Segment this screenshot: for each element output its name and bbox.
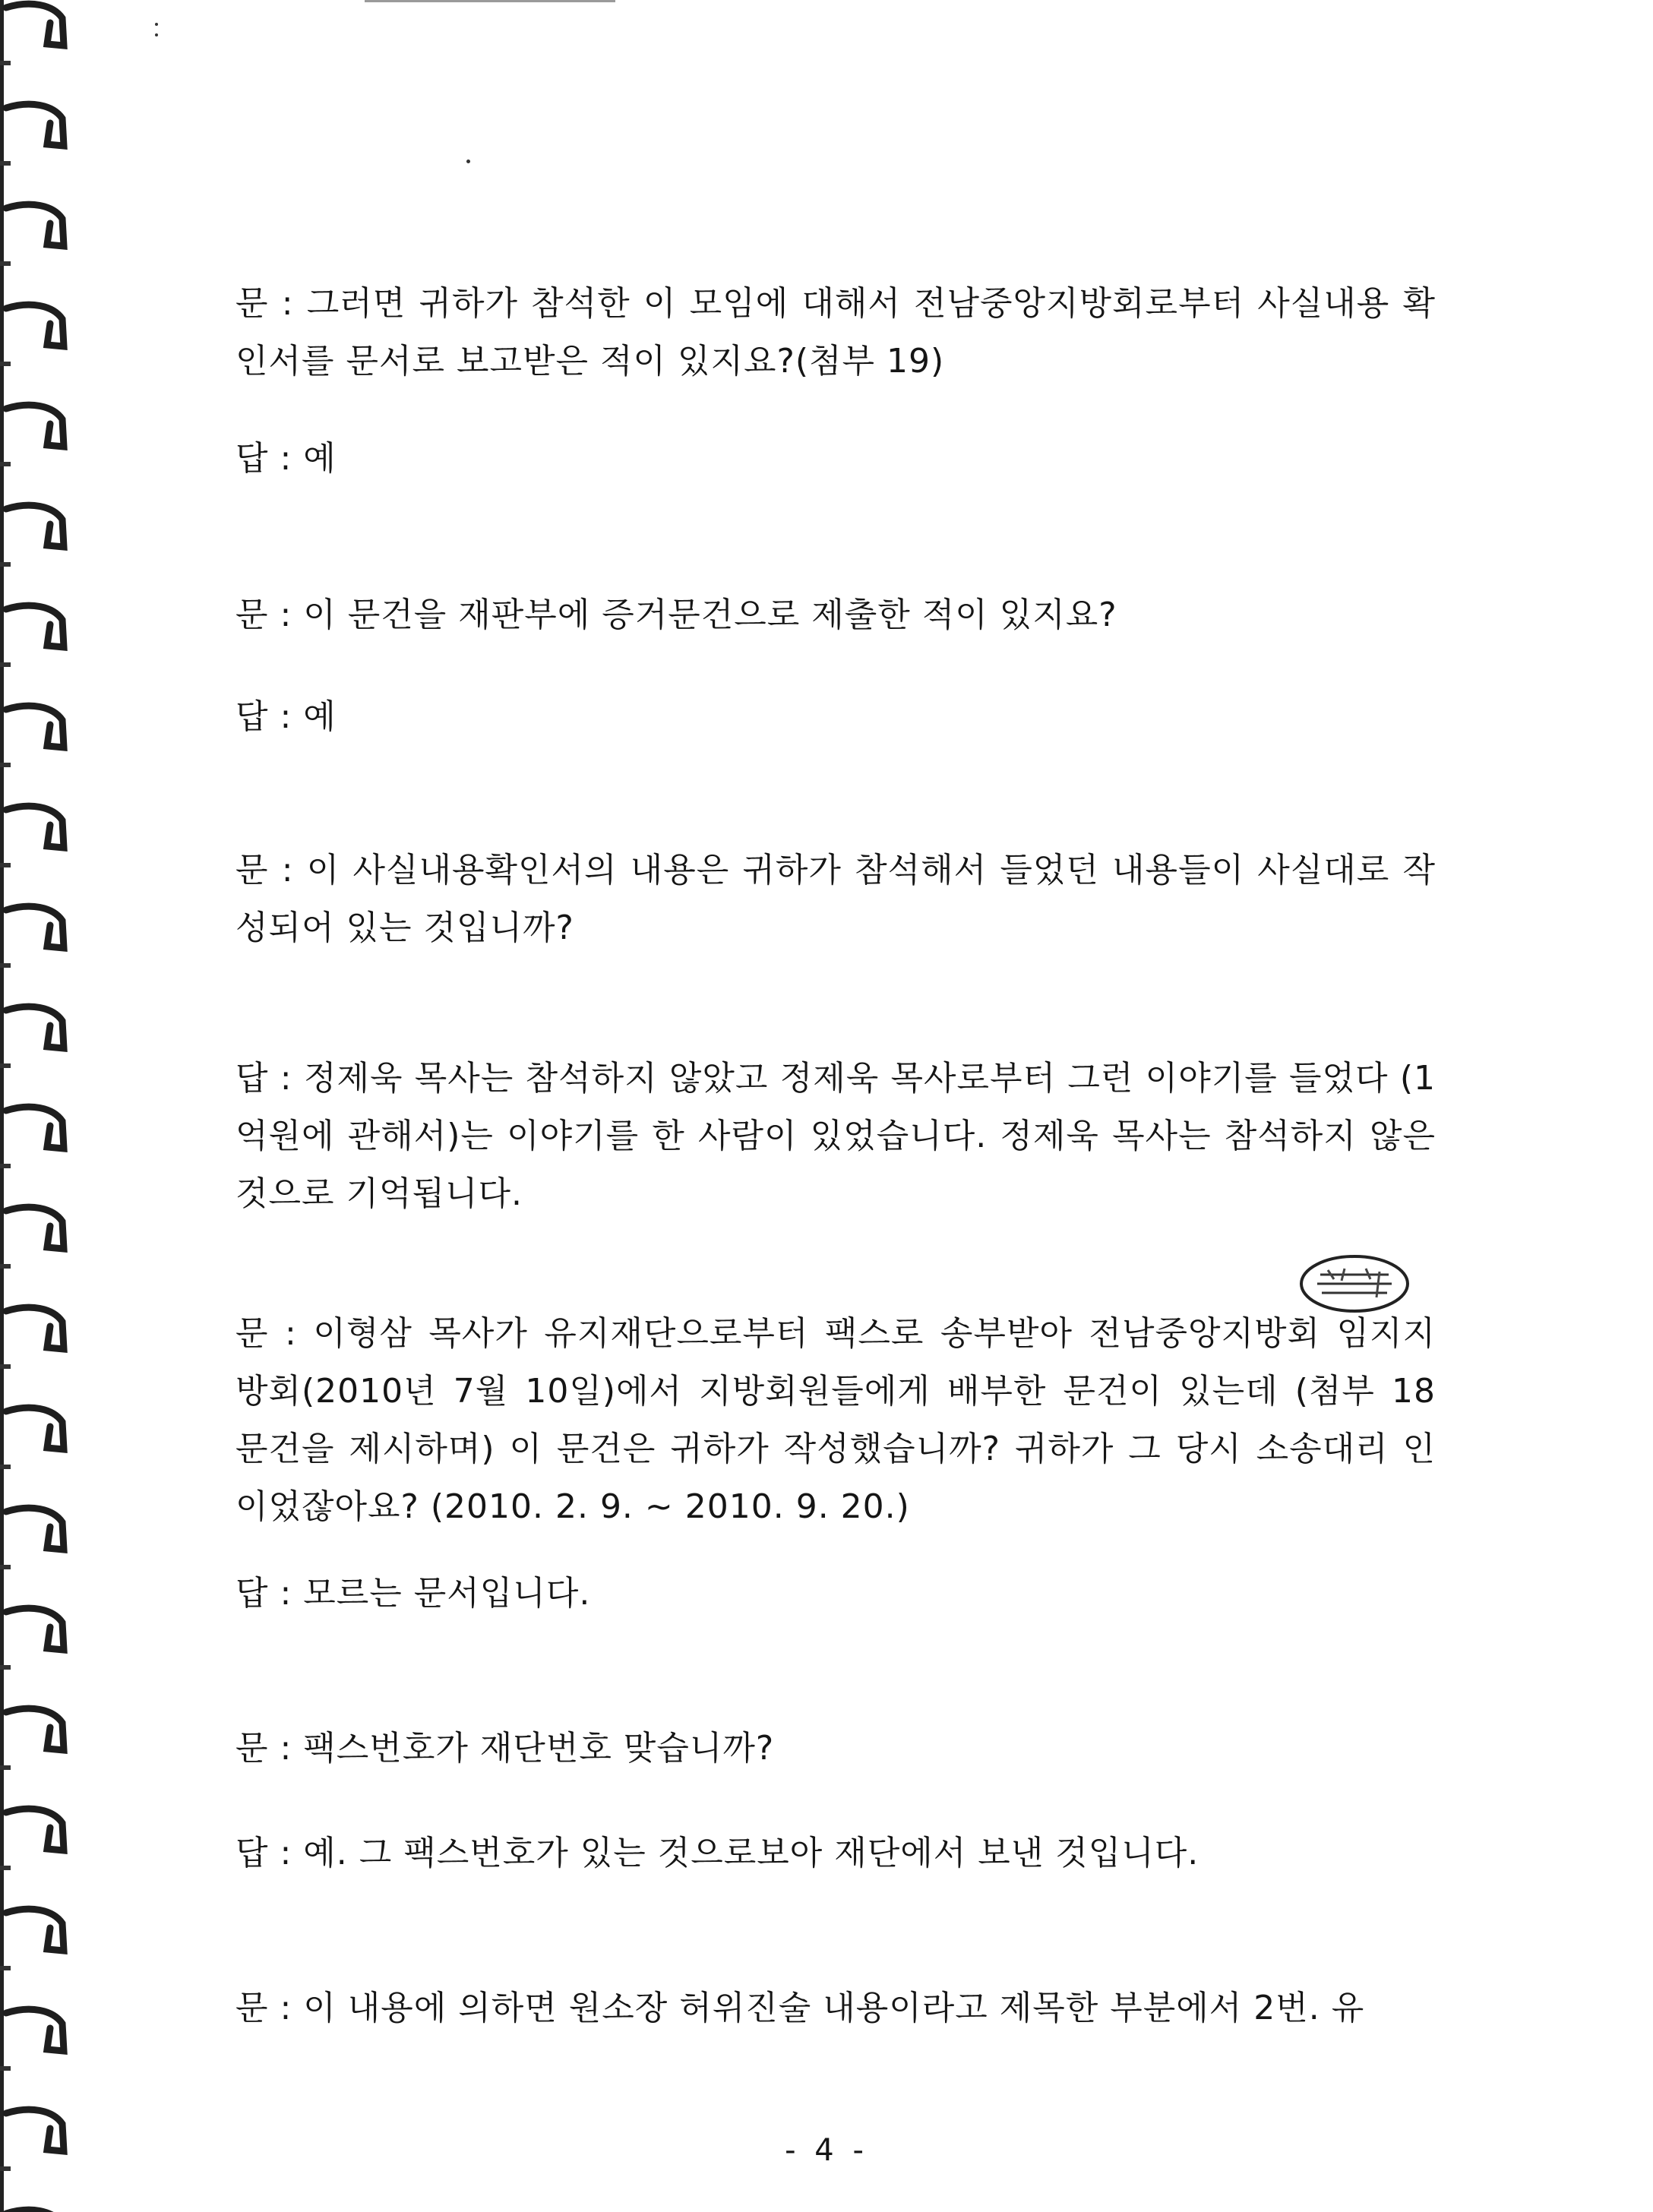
binding-coil — [6, 305, 64, 346]
binding-coil — [6, 1608, 64, 1650]
binding-tick — [0, 1765, 11, 1770]
binding-coil — [6, 1408, 64, 1449]
binding-tick — [0, 1866, 11, 1870]
question-paragraph: 문 : 이 사실내용확인서의 내용은 귀하가 참석해서 들었던 내용들이 사실대로 작성되어 있는 것입니까? — [235, 851, 1436, 947]
stray-dot — [155, 33, 158, 36]
stray-dot — [466, 160, 470, 163]
binding-coil — [6, 605, 64, 647]
binding-tick — [0, 763, 11, 767]
binding-coil — [6, 2009, 64, 2051]
binding-tick — [0, 662, 11, 667]
binding-coil — [6, 104, 64, 146]
binding-tick — [0, 61, 11, 65]
binding-coil — [6, 1006, 64, 1048]
binding-tick — [0, 963, 11, 968]
binding-tick — [0, 462, 11, 466]
top-rule — [365, 0, 615, 2]
question-paragraph: 문 : 이형삼 목사가 유지재단으로부터 팩스로 송부받아 전남중앙지방회 임지지 방회(2010년 7월 10일)에서 지방회원들에게 배부한 문건이 있는데 (첨부 18 문건을 제시하며) 이 문건은 귀하가 작성했습니까? 귀하가 그 당시 소송대리 인이었잖아요? (2010. 2. 9. ~ 2010. 9. 20.) — [235, 1314, 1436, 1526]
binding-coil — [6, 1307, 64, 1349]
answer-paragraph: 답 : 예 — [235, 439, 337, 478]
binding-coil — [6, 1107, 64, 1149]
question-paragraph: 문 : 그러면 귀하가 참석한 이 모임에 대해서 전남중앙지방회로부터 사실내용 확인서를 문서로 보고받은 적이 있지요?(첨부 19) — [235, 284, 1436, 381]
binding-coil — [6, 1508, 64, 1550]
binding-coil — [6, 706, 64, 747]
binding-coil — [6, 806, 64, 848]
binding-coil — [6, 405, 64, 447]
binding-coil — [6, 906, 64, 948]
binding-coil — [6, 204, 64, 246]
binding-tick — [0, 1063, 11, 1068]
binding-tick — [0, 1164, 11, 1168]
binding-tick — [0, 2066, 11, 2071]
binding-tick — [0, 161, 11, 166]
answer-paragraph: 답 : 예 — [235, 697, 337, 736]
binding-coil — [6, 4, 64, 46]
answer-paragraph: 답 : 예. 그 팩스번호가 있는 것으로보아 재단에서 보낸 것입니다. — [235, 1834, 1199, 1872]
binding-coil — [6, 1909, 64, 1951]
binding-tick — [0, 1264, 11, 1269]
binding-coil — [6, 1809, 64, 1850]
binding-coil — [6, 1708, 64, 1750]
binding-tick — [0, 1665, 11, 1670]
question-paragraph: 문 : 이 내용에 의하면 원소장 허위진술 내용이라고 제목한 부분에서 2번. 유 — [235, 1989, 1365, 2027]
binding-coil — [6, 1207, 64, 1249]
page-number: - 4 - — [785, 2133, 868, 2168]
binding-tick — [0, 362, 11, 366]
binding-tick — [0, 1465, 11, 1469]
question-paragraph: 문 : 팩스번호가 재단번호 맞습니까? — [235, 1729, 775, 1768]
answer-paragraph: 답 : 정제욱 목사는 참석하지 않았고 정제욱 목사로부터 그런 이야기를 들었다 (1억원에 관해서)는 이야기를 한 사람이 있었습니다. 정제욱 목사는 참석하지 않은 것으로 기억됩니다. — [235, 1059, 1436, 1213]
binding-tick — [0, 1565, 11, 1569]
question-paragraph: 문 : 이 문건을 재판부에 증거문건으로 제출한 적이 있지요? — [235, 596, 1117, 634]
binding-tick — [0, 261, 11, 266]
spiral-binding — [0, 0, 91, 2212]
binding-tick — [0, 1966, 11, 1970]
stray-dot — [155, 23, 158, 26]
binding-tick — [0, 1364, 11, 1369]
binding-tick — [0, 562, 11, 567]
answer-paragraph: 답 : 모르는 문서입니다. — [235, 1574, 591, 1613]
binding-coil — [6, 505, 64, 547]
binding-tick — [0, 863, 11, 867]
seal-stamp — [1297, 1252, 1411, 1316]
